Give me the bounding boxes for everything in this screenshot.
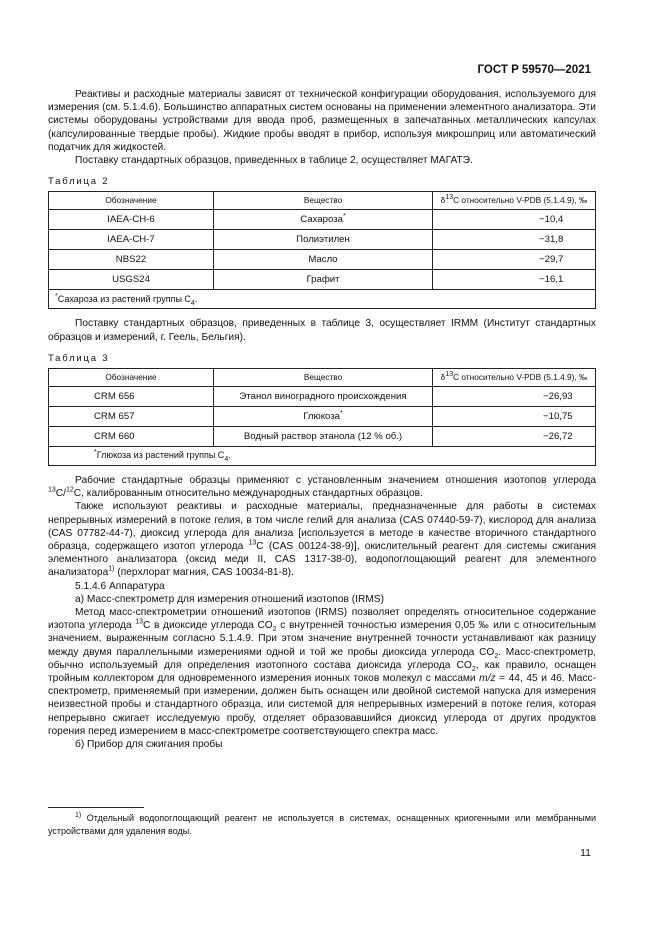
table-note: *Сахароза из растений группы $C_4$. [49,290,596,309]
cell-designation: CRM 657 [49,407,214,427]
cell-designation: CRM 660 [49,427,214,447]
cell-substance: Водный раствор этанола (12 % об.) [214,427,433,447]
paragraph-iaea-supply: Поставку стандартных образцов, приведенных в таблице 2, осуществляет МАГАТЭ. [75,155,473,167]
table-row [49,250,596,270]
cell-value: −26,93 [433,387,596,407]
cell-substance: Масло [214,250,433,270]
document-header: ГОСТ Р 59570—2021 [477,64,591,76]
page-number: 11 [580,847,591,859]
paragraph-reagents: Реактивы и расходные материалы зависят от технической конфигурации оборудования, используемого для измерения (см. 5.1.4.6). Большинство аппаратных систем основаны на применении элементного анализатора. Эти системы оборудованы устройствами для ввода проб, размещенных в запечатанных металлических капсулах (капсулированные твердые пробы). Жидкие пробы вводят в прибор, используя микрошприц или автоматический податчик для жидкостей. [48,89,596,153]
table-row [49,387,596,407]
cell-value: −31,8 [433,230,596,250]
header-delta: $\delta^{13}C$ относительно V-PDB (5.1.4.9), ‰ [433,369,596,387]
cell-value: −26,72 [433,427,596,447]
cell-designation: USGS24 [49,270,214,290]
cell-value: −10,4 [433,210,596,230]
header-designation: Обозначение [49,369,214,387]
page-content [48,88,596,751]
paragraph-irmm-supply: Поставку стандартных образцов, приведенных в таблице 3, осуществляет IRMM (Институт стандартных образцов и измерений, г. Геель, Бельгия). [48,318,596,343]
section-heading-apparatus: 5.1.4.6 Аппаратура [75,580,165,592]
cell-value: −29,7 [433,250,596,270]
paragraph-working-standards: Рабочие стандартные образцы применяют с установленным значением отношения изотопов углерода $^{13}$C/$^{12}$C, калиброванным относительно международных стандартных образцов. [48,475,596,500]
cell-designation: NBS22 [49,250,214,270]
header-delta: $\delta^{13}C$ относительно V-PDB (5.1.4.9), ‰ [433,192,596,210]
cell-designation: IAEA-CH-6 [49,210,214,230]
table-note: *Глюкоза из растений группы $C_4$. [49,447,596,466]
footnote: $^{1)}$ Отдельный водопоглощающий реагент не используется в системах, оснащенных криогенными или мембранными устройствами для удаления воды. [48,812,596,836]
table-row [49,427,596,447]
table-note-row [49,290,596,309]
table-row [49,230,596,250]
table3-label: Таблица 3 [48,352,110,364]
cell-substance: Этанол виноградного происхождения [214,387,433,407]
table-row [49,270,596,290]
cell-substance: Полиэтилен [214,230,433,250]
paragraph-consumables: Также используют реактивы и расходные материалы, предназначенные для работы в системах непрерывных измерений в потоке гелия, в том числе гелий для анализа (CAS 07440-59-7), кислород для анализа (CAS 07782-44-7), диоксид углерода для анализа [используется в методе в качестве вторичного стандартного образца, содержащего изотоп углерода $^{13}$C (CAS 00124-38-9)], окислительный реагент для системы сжигания элементного анализатора (оксид меди II, CAS 1317-38-0), водопоглощающий реагент для элементного анализатора$^{1)}$ (перхлорат магния, CAS 10034-81-8). [48,501,597,579]
subsection-b: б) Прибор для сжигания пробы [75,739,223,751]
table-note-row [49,447,596,466]
cell-substance: Глюкоза* [214,407,433,427]
table-header-row [49,192,596,210]
table-3 [48,368,596,466]
cell-designation: CRM 656 [49,387,214,407]
cell-value: −10,75 [433,407,596,427]
header-substance: Вещество [214,192,433,210]
table2-label: Таблица 2 [48,176,110,188]
table-row [49,407,596,427]
cell-value: −16,1 [433,270,596,290]
cell-substance: Сахароза* [214,210,433,230]
cell-substance: Графит [214,270,433,290]
header-substance: Вещество [214,369,433,387]
paragraph-irms-method: Метод масс-спектрометрии отношений изотопов (IRMS) позволяет определять относительное содержание изотопа углерода $^{13}$C в диоксиде углерода $CO_2$ с внутренней точностью измерения 0,05 ‰ или с относительным значением, выраженным согласно 5.1.4.9. При этом значение внутренней точности устанавливают как разницу между двумя параллельными измерениями одной и той же пробы диоксида углерода $CO_2$. Масс-спектрометр, обычно используемый для определения изотопного состава диоксида углерода $CO_2$, как правило, оснащен тройным коллектором для одновременного измерения ионных токов молекул с массами m/z = 44, 45 и 46. Масс-спектрометр, применяемый при измерении, должен быть оснащен или двойной системой напуска для измерения неизвестной пробы и стандартного образца, или системой для непрерывных измерений в потоке гелия, которая непрерывно сжигает исследуемую пробу, отделяет образовавшийся диоксид углерода от других продуктов горения перед измерением в масс-спектрометре соответствующего спектра масс. [48,607,596,737]
table-header-row [49,369,596,387]
cell-designation: IAEA-CH-7 [49,230,214,250]
footnote-divider [48,807,144,808]
subsection-a: а) Масс-спектрометр для измерения отношений изотопов (IRMS) [75,593,384,605]
table-2 [48,191,596,309]
table-row [49,210,596,230]
header-designation: Обозначение [49,192,214,210]
